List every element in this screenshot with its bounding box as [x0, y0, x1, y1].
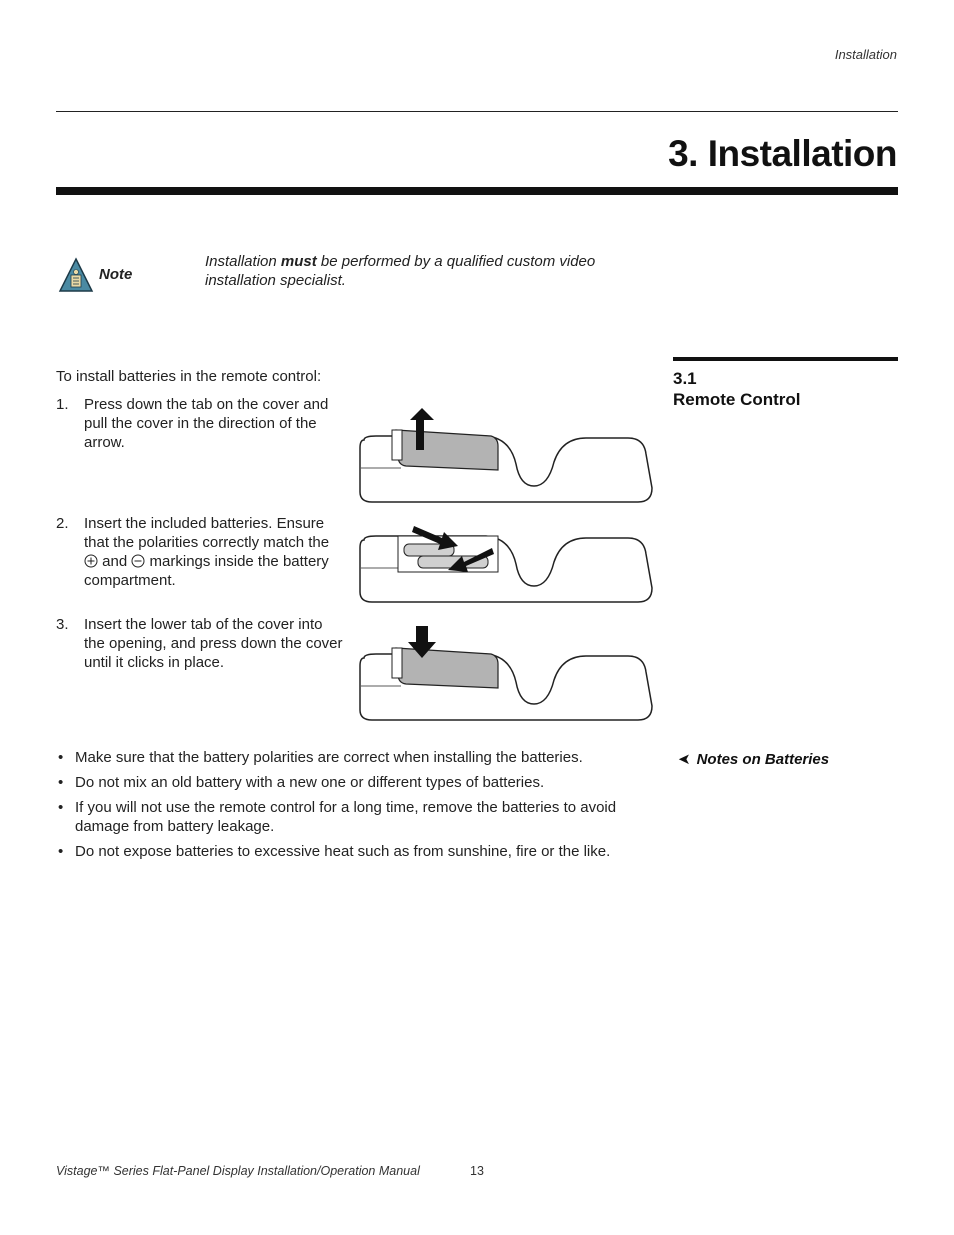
- list-item: • If you will not use the remote control for a long time, remove the batteries to avoid damage from battery leakage.: [56, 798, 636, 836]
- list-item: • Do not mix an old battery with a new one or different types of batteries.: [56, 773, 636, 792]
- intro-text: To install batteries in the remote control:: [56, 368, 322, 385]
- section-rule: [673, 357, 898, 361]
- section-number: 3.1: [673, 369, 697, 388]
- running-header: Installation: [834, 47, 897, 62]
- chapter-title: 3. Installation: [668, 133, 897, 174]
- remote-cover-removal-illustration: [356, 404, 656, 504]
- pointer-arrow-icon: ➤: [678, 751, 691, 768]
- remote-battery-insertion-illustration: [356, 504, 656, 604]
- footer-page-number: 13: [470, 1164, 484, 1178]
- step-1: 1. Press down the tab on the cover and pull the cover in the direction of the arrow.: [56, 396, 329, 451]
- minus-polarity-icon: [131, 554, 145, 568]
- header-rule: [56, 111, 898, 112]
- step-2: 2. Insert the included batteries. Ensure that the polarities correctly match the and markings inside the battery compartment.: [56, 515, 330, 589]
- plus-polarity-icon: [84, 554, 98, 568]
- note-text: Installation must be performed by a qualified custom video installation specialist.: [205, 253, 596, 289]
- note-label: Note: [99, 266, 133, 283]
- battery-notes-list: [56, 748, 636, 867]
- section-title: Remote Control: [673, 390, 801, 409]
- note-warning-icon: [58, 257, 94, 293]
- notes-on-batteries-heading: ➤ Notes on Batteries: [678, 751, 830, 768]
- remote-cover-replacement-illustration: [356, 622, 656, 722]
- list-item: • Do not expose batteries to excessive heat such as from sunshine, fire or the like.: [56, 842, 636, 861]
- list-item: • Make sure that the battery polarities are correct when installing the batteries.: [56, 748, 636, 767]
- chapter-rule: [56, 187, 898, 195]
- footer-manual-title: Vistage™ Series Flat-Panel Display Installation/Operation Manual: [56, 1164, 420, 1178]
- step-3: 3. Insert the lower tab of the cover into the opening, and press down the cover until it clicks in place.: [56, 616, 343, 671]
- note-emphasis: must: [280, 253, 317, 270]
